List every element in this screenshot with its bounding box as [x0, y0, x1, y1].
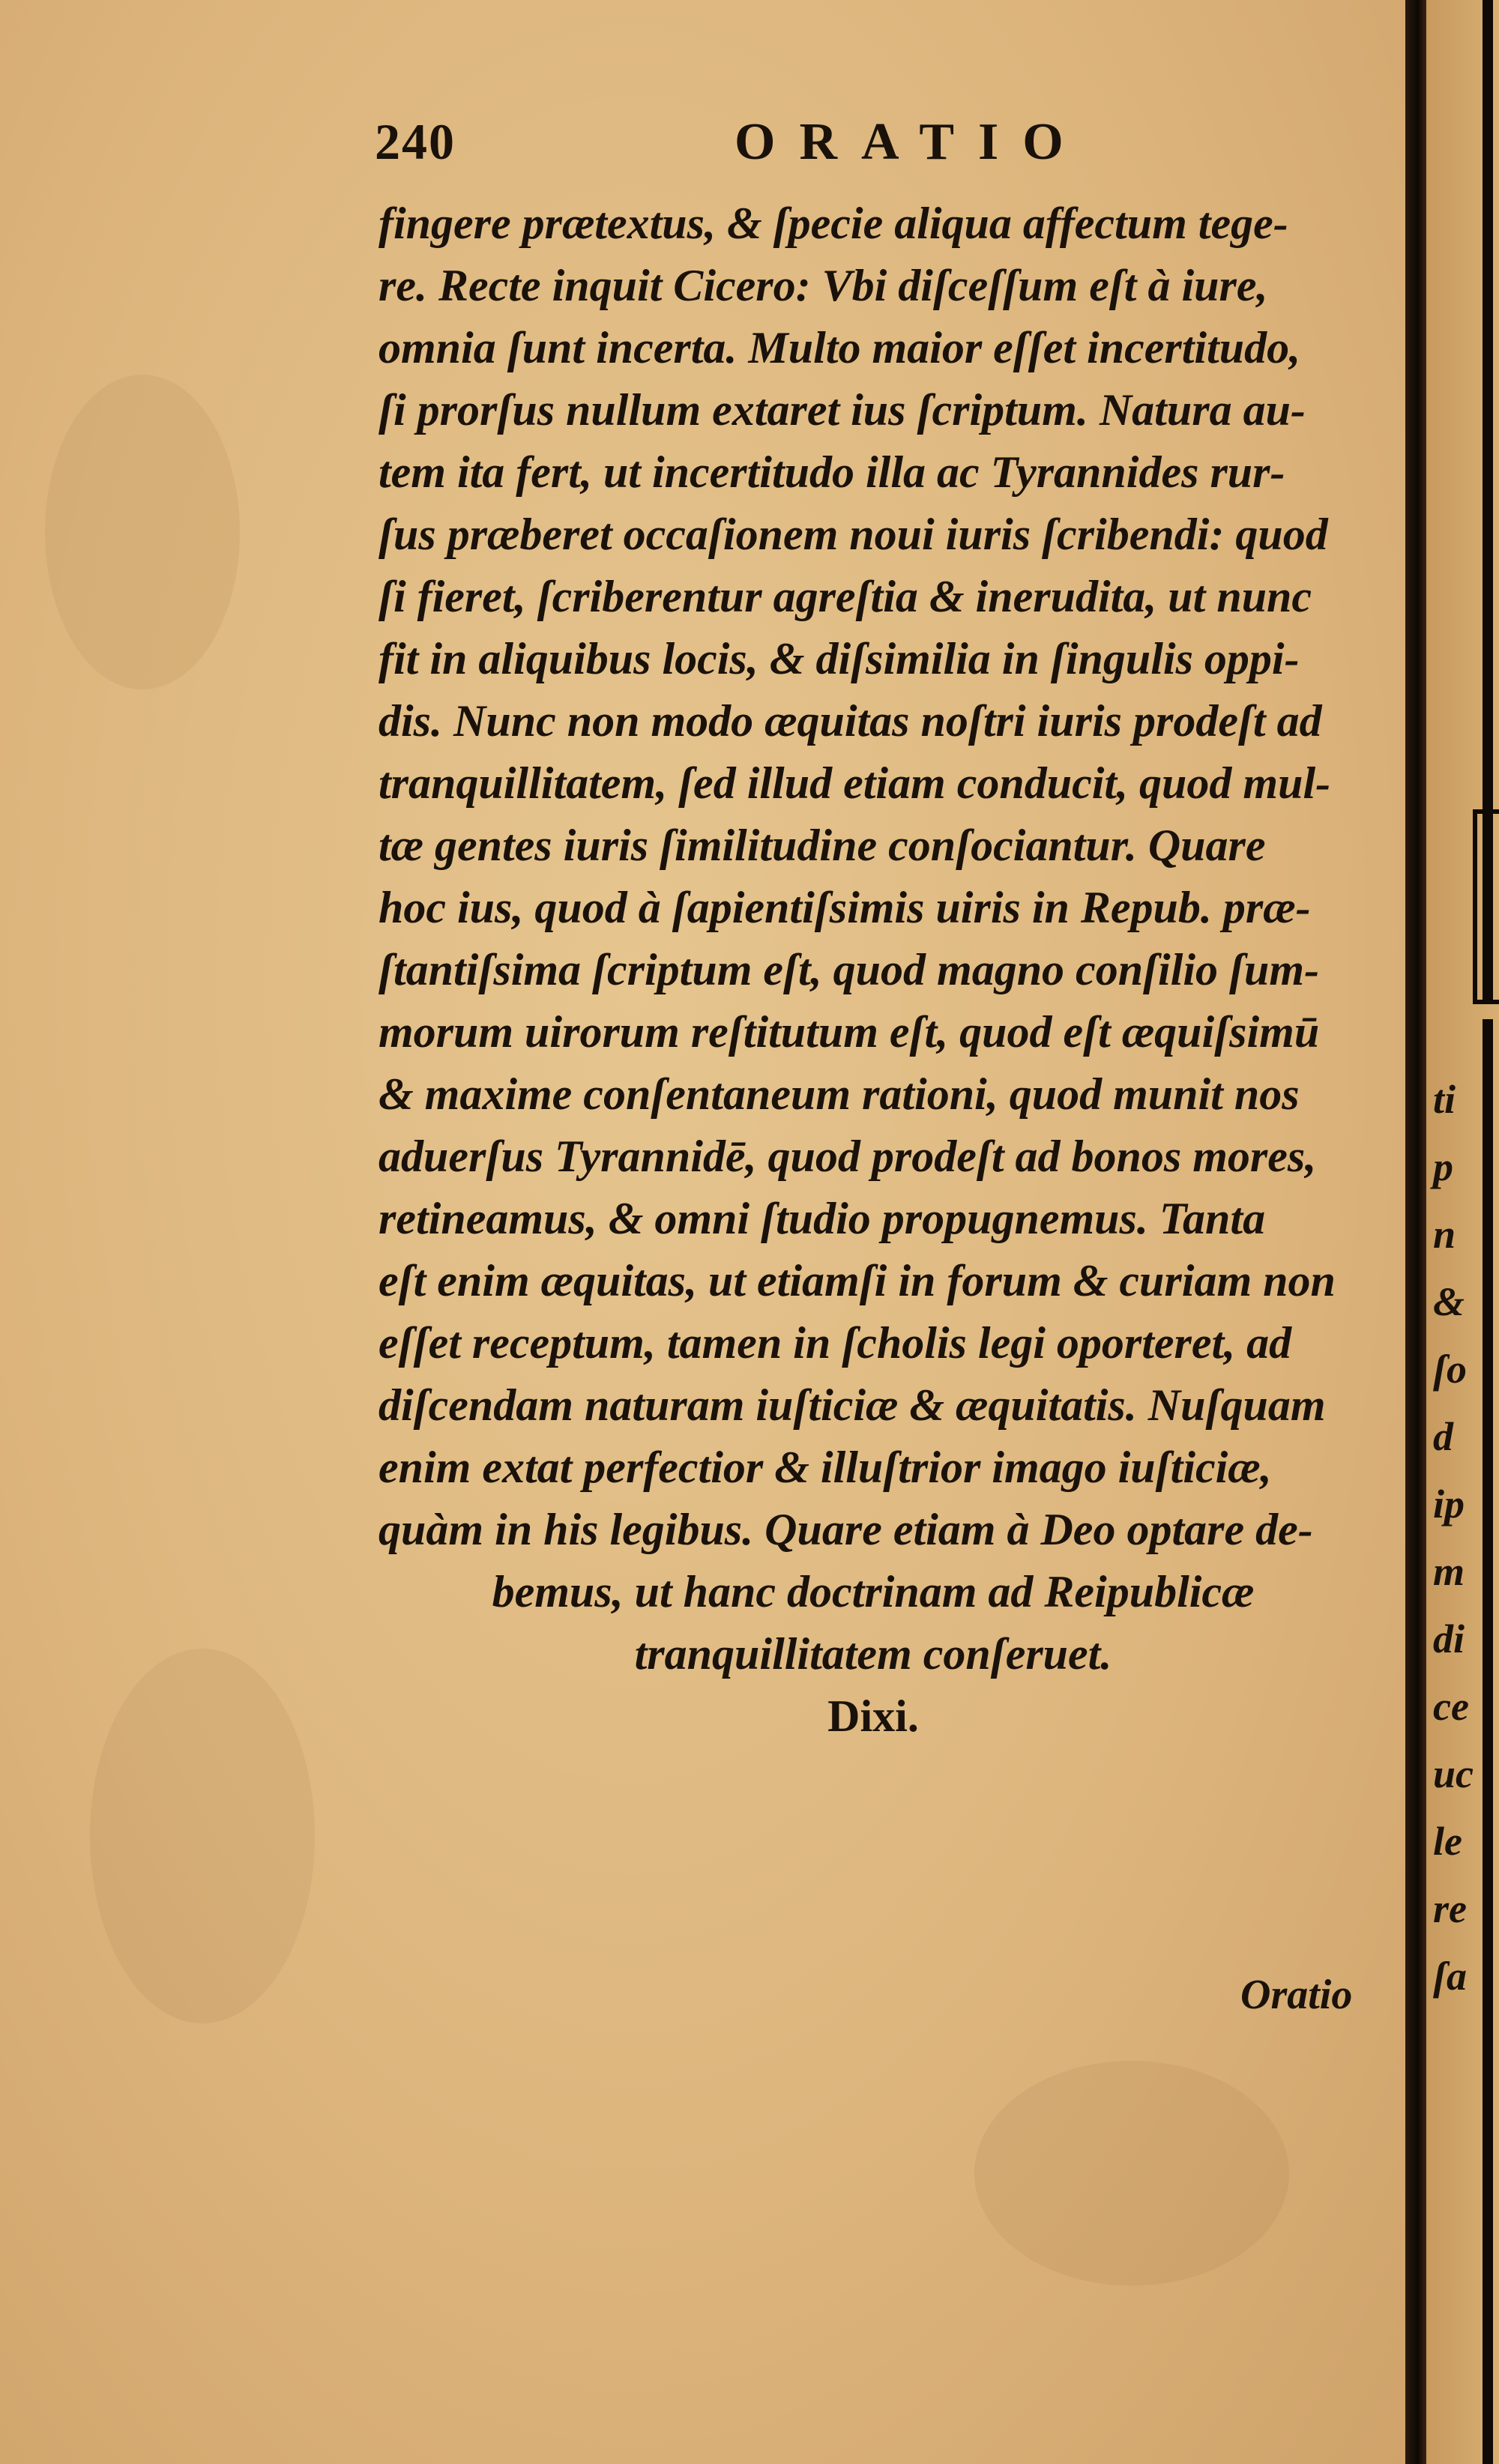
- text-line: eſſet receptum, tamen in ſcholis legi oporteret, ad: [378, 1318, 1292, 1368]
- text-line: tranquillitatem, ſed illud etiam conducit, quod mul-: [378, 758, 1331, 808]
- next-page-fragment: ip: [1433, 1482, 1465, 1527]
- next-page-fragment: &: [1433, 1279, 1465, 1324]
- text-line: ſi fieret, ſcriberentur agreſtia & inerudita, ut nunc: [378, 572, 1312, 621]
- paper-stain: [45, 375, 240, 689]
- text-line: fingere prætextus, & ſpecie aliqua affectum tege-: [378, 199, 1288, 248]
- next-page-fragment: d: [1433, 1414, 1453, 1459]
- text-line: ſus præberet occaſionem noui iuris ſcribendi: quod: [378, 510, 1328, 559]
- text-line: enim extat perfectior & illuſtrior imago iuſticiæ,: [378, 1443, 1272, 1492]
- text-line: tem ita fert, ut incertitudo illa ac Tyrannides rur-: [378, 447, 1285, 497]
- next-page-fragment: p: [1433, 1144, 1453, 1189]
- text-line: hoc ius, quod à ſapientiſsimis uiris in Repub. præ-: [378, 883, 1311, 932]
- text-line: ſtantiſsima ſcriptum eſt, quod magno conſilio ſum-: [378, 945, 1320, 994]
- next-page-fragment: re: [1433, 1886, 1467, 1931]
- text-line: omnia ſunt incerta. Multo maior eſſet incertitudo,: [378, 323, 1301, 372]
- text-line: quàm in his legibus. Quare etiam à Deo optare de-: [378, 1505, 1313, 1554]
- next-page-fragment: ſo: [1433, 1347, 1467, 1392]
- closing-word: Dixi.: [827, 1691, 919, 1741]
- paper-stain: [974, 2061, 1289, 2286]
- text-line: tæ gentes iuris ſimilitudine conſociantur. Quare: [378, 821, 1266, 870]
- next-page-fragment: le: [1433, 1819, 1462, 1864]
- paper-stain: [90, 1649, 315, 2023]
- running-title: ORATIO: [735, 113, 1088, 171]
- page-header: [375, 112, 1387, 180]
- catchword: Oratio: [1240, 1972, 1353, 2018]
- next-page-fragment: di: [1433, 1616, 1465, 1661]
- text-line: fit in aliquibus locis, & diſsimilia in ſingulis oppi-: [378, 634, 1300, 683]
- next-page-fragment: m: [1433, 1549, 1465, 1594]
- text-line: morum uirorum reſtitutum eſt, quod eſt æquiſsimū: [378, 1007, 1320, 1057]
- text-line: retineamus, & omni ſtudio propugnemus. Tanta: [378, 1194, 1266, 1243]
- text-line: aduerſus Tyrannidē, quod prodeſt ad bonos mores,: [378, 1132, 1317, 1181]
- next-page-fragment: ti: [1433, 1077, 1456, 1122]
- next-page-fragment: ce: [1433, 1684, 1469, 1729]
- next-page-fragment: n: [1433, 1212, 1456, 1257]
- text-line: & maxime conſentaneum rationi, quod munit nos: [378, 1069, 1300, 1119]
- text-line: dis. Nunc non modo æquitas noſtri iuris prodeſt ad: [378, 696, 1322, 746]
- text-line: tranquillitatem conſeruet.: [634, 1629, 1112, 1679]
- page-border-box: [1473, 809, 1499, 1004]
- page-number: 240: [375, 113, 456, 170]
- book-gutter: [1405, 0, 1426, 2464]
- text-line: eſt enim æquitas, ut etiamſi in forum & curiam non: [378, 1256, 1336, 1305]
- text-line: ſi prorſus nullum extaret ius ſcriptum. Natura au-: [378, 385, 1306, 435]
- text-line: re. Recte inquit Cicero: Vbi diſceſſum eſt à iure,: [378, 261, 1268, 310]
- text-line: bemus, ut hanc doctrinam ad Reipublicæ: [492, 1567, 1255, 1616]
- text-line: diſcendam naturam iuſticiæ & æquitatis. Nuſquam: [378, 1380, 1326, 1430]
- page-border-rule: [1483, 1019, 1493, 2464]
- next-page-fragment: ſa: [1433, 1954, 1467, 1999]
- next-page-fragment: uc: [1433, 1751, 1474, 1796]
